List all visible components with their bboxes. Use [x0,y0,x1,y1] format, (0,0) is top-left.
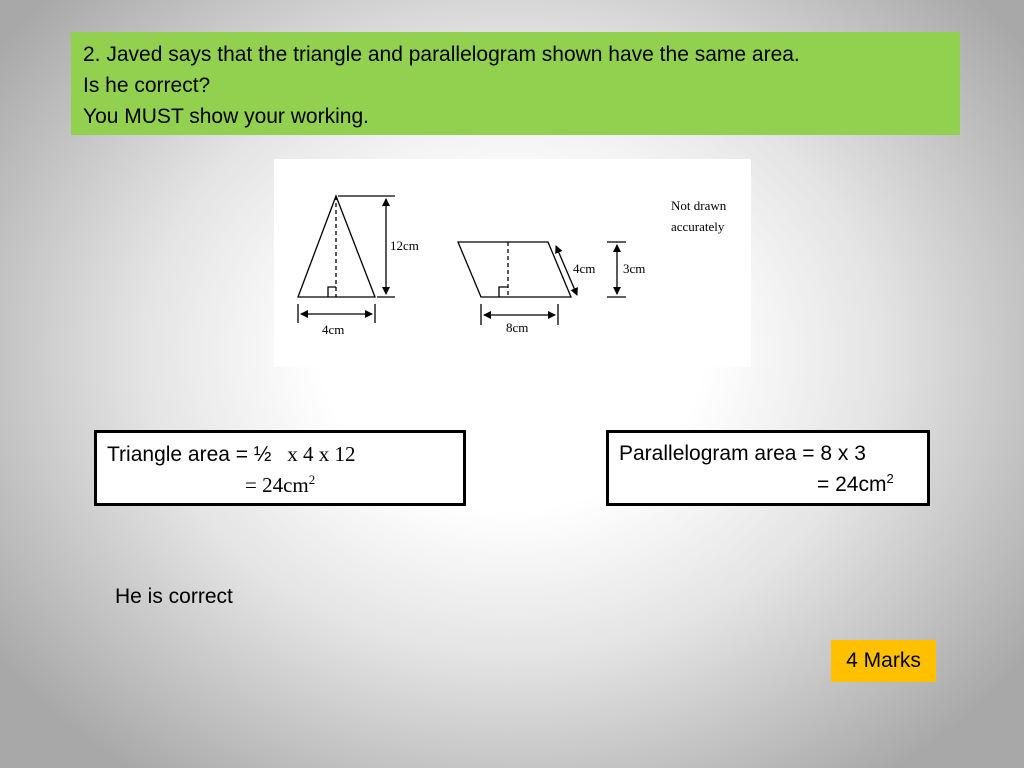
parallelogram-area-unit-exponent: 2 [886,471,894,486]
answer-text: He is correct [115,585,233,608]
not-drawn-note-line-1: Not drawn [671,198,727,213]
triangle-working-line-1 [107,442,356,467]
triangle-area-result: = 24cm [245,473,309,497]
parallelogram-base-label: 8cm [506,320,529,335]
parallelogram-area-result: = 24cm [817,473,887,496]
shapes-figure [274,159,751,367]
parallelogram-shape [458,242,571,297]
triangle-working-line-2 [245,473,315,498]
triangle-right-angle-mark [328,287,336,297]
question-line-3: You MUST show your working. [83,105,369,128]
shapes-diagram [274,159,751,367]
parallelogram-working-line-1: Parallelogram area = 8 x 3 [619,442,866,465]
question-line-2: Is he correct? [83,74,211,97]
parallelogram-side-label: 4cm [573,261,596,276]
triangle-working-box [94,430,466,506]
question-line-1: 2. Javed says that the triangle and parallelogram shown have the same area. [83,43,800,66]
triangle-area-prefix: Triangle area = ½ [107,443,272,466]
triangle-base-label: 4cm [322,322,345,337]
triangle-area-expression: x 4 x 12 [287,442,356,466]
parallelogram-working-line-2 [817,473,894,497]
marks-badge: 4 Marks [831,640,936,682]
parallelogram-height-label: 3cm [623,261,646,276]
triangle-height-label: 12cm [390,238,419,253]
parallelogram-working-box [606,430,930,506]
not-drawn-note-line-2: accurately [671,219,725,234]
question-banner [71,32,960,135]
parallelogram-right-angle-mark [499,287,508,297]
triangle-area-unit-exponent: 2 [308,472,316,487]
